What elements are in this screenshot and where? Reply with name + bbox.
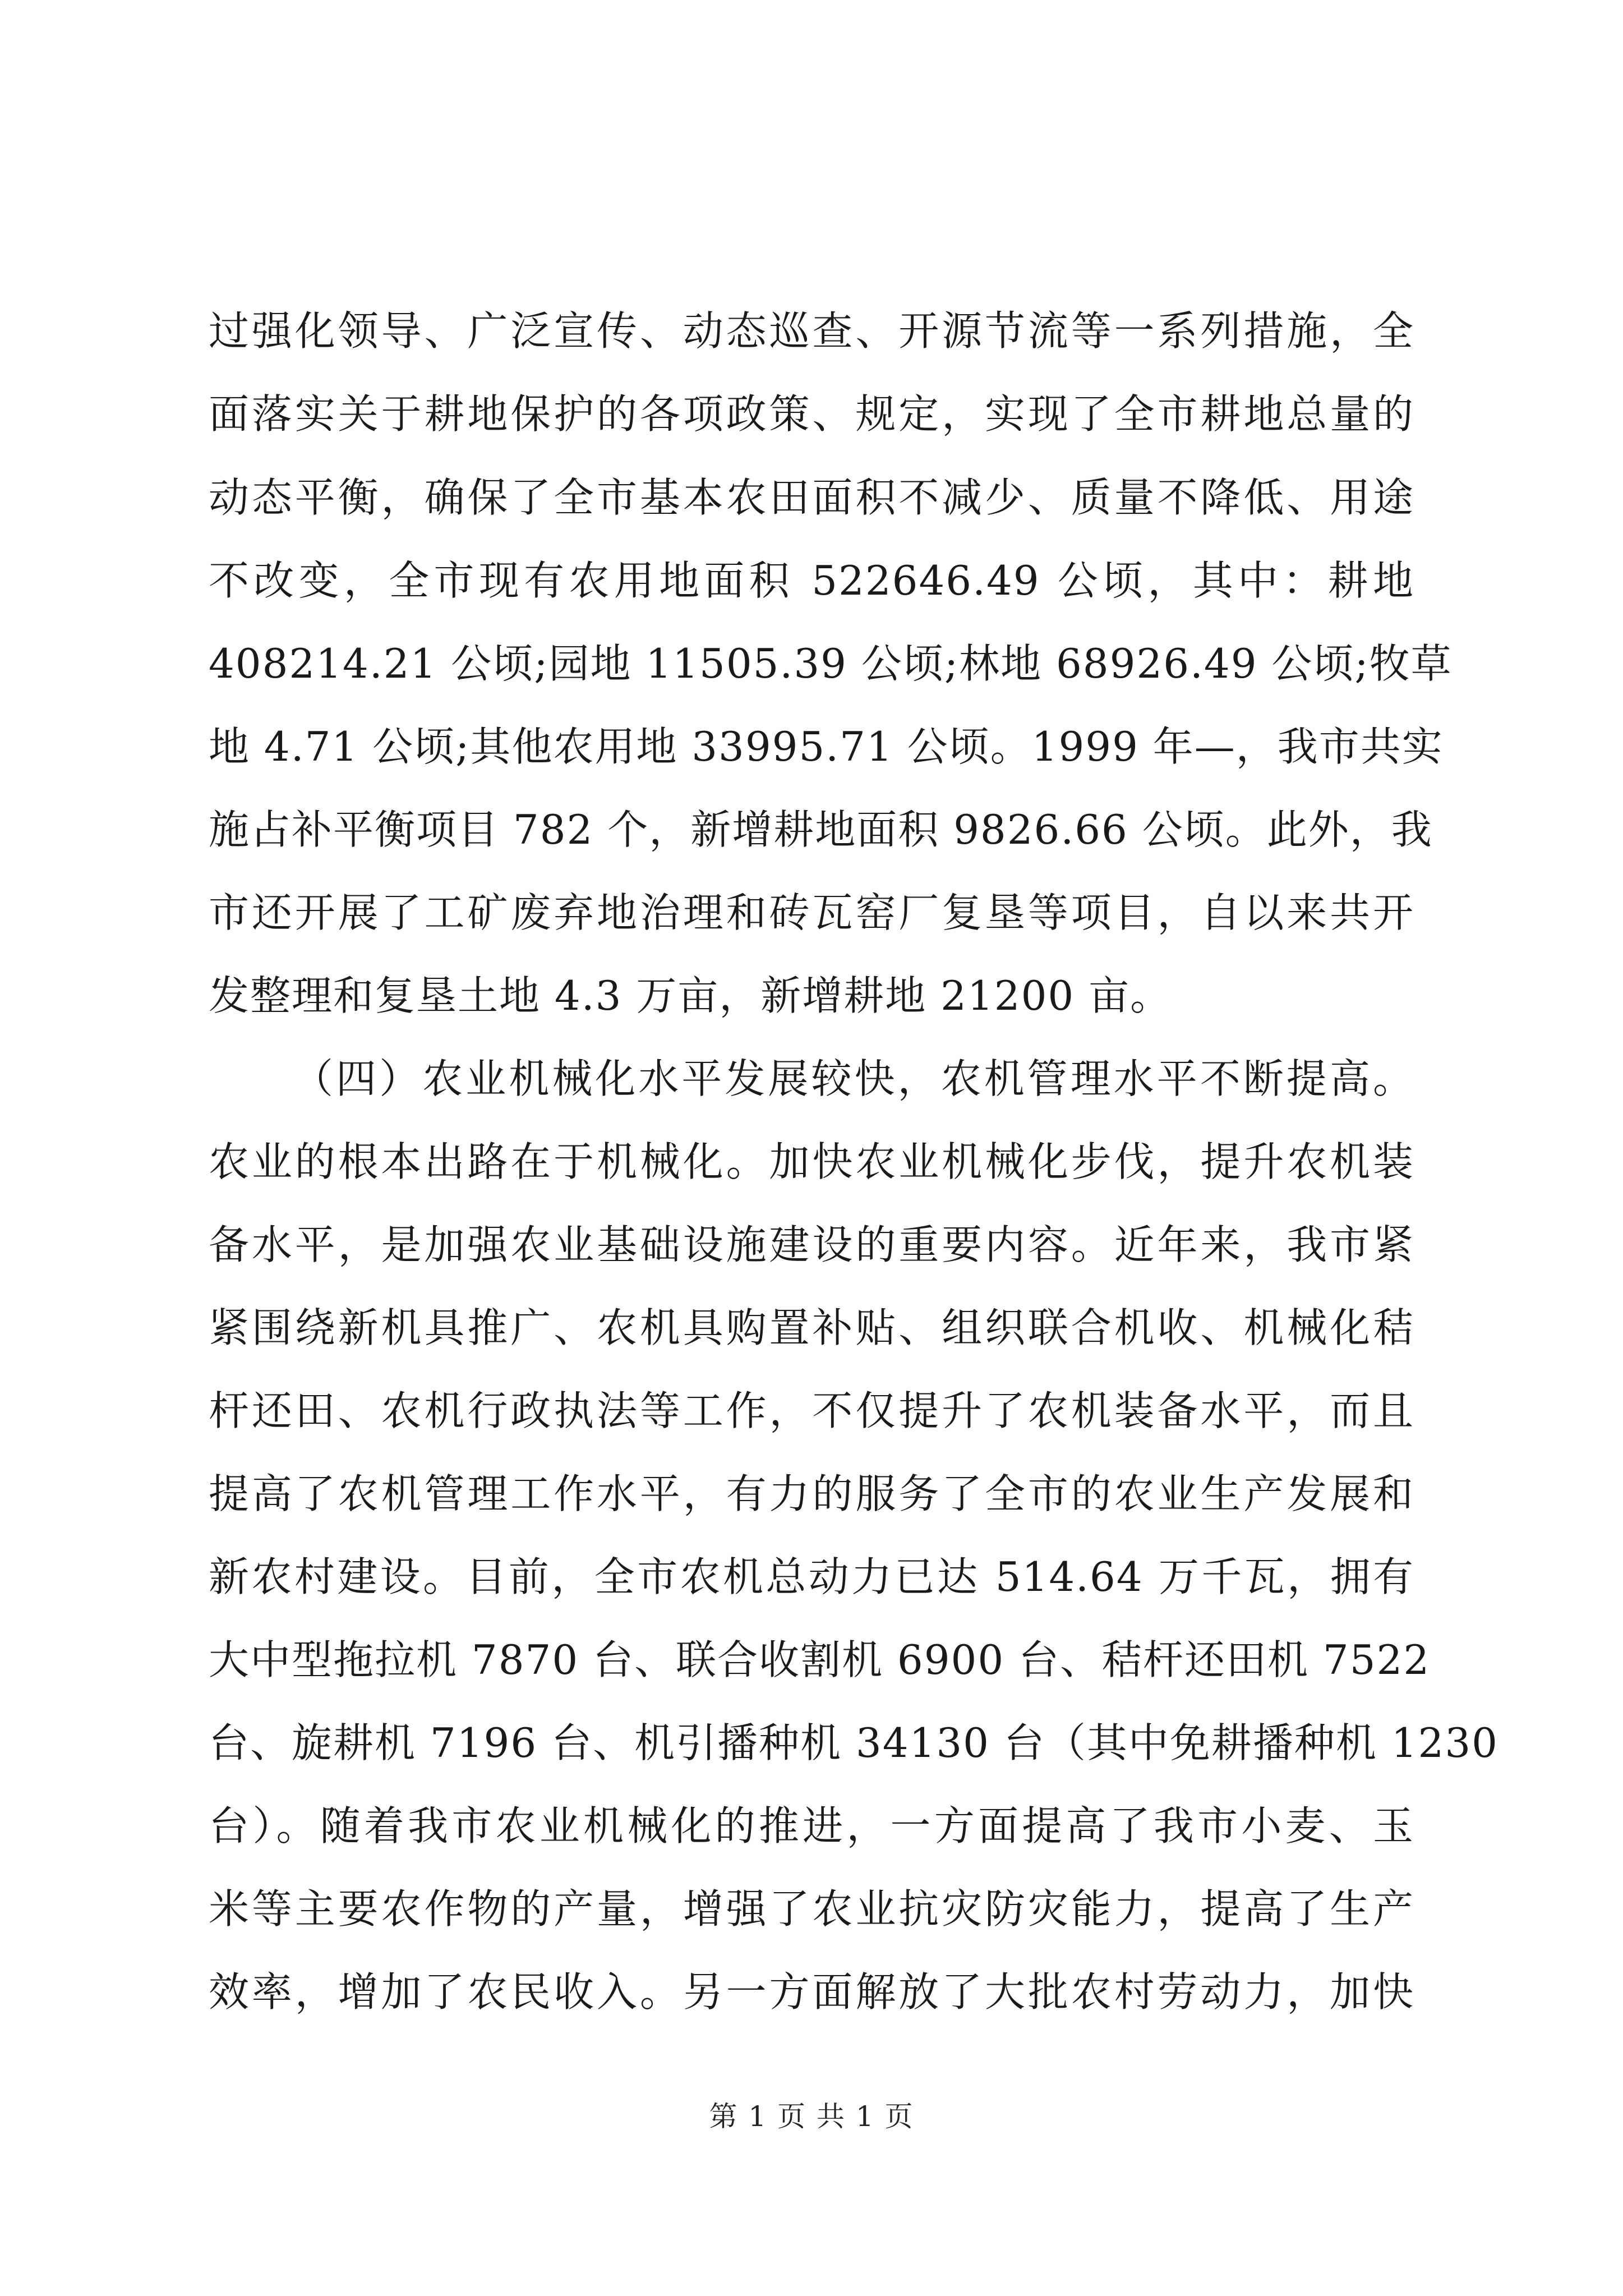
text-line: 杆还田、农机行政执法等工作，不仅提升了农机装备水平，而且: [209, 1387, 1414, 1434]
text-line: 不改变，全市现有农用地面积 522646.49 公顷，其中：耕地: [209, 557, 1414, 604]
text-line: 面落实关于耕地保护的各项政策、规定，实现了全市耕地总量的: [209, 390, 1414, 438]
text-line: 地 4.71 公顷;其他农用地 33995.71 公顷。1999 年—，我市共实: [209, 723, 1444, 770]
text-line: 台）。随着我市农业机械化的推进，一方面提高了我市小麦、玉: [209, 1802, 1414, 1849]
text-line: 提高了农机管理工作水平，有力的服务了全市的农业生产发展和: [209, 1470, 1414, 1517]
text-line: 动态平衡，确保了全市基本农田面积不减少、质量不降低、用途: [209, 474, 1414, 521]
text-line: 效率，增加了农民收入。另一方面解放了大批农村劳动力，加快: [209, 1968, 1414, 2016]
text-line: 市还开展了工矿废弃地治理和砖瓦窑厂复垦等项目，自以来共开: [209, 889, 1414, 936]
text-line: 408214.21 公顷;园地 11505.39 公顷;林地 68926.49 公顷;牧草: [209, 640, 1453, 687]
text-line: 备水平，是加强农业基础设施建设的重要内容。近年来，我市紧: [209, 1221, 1414, 1268]
text-line: 大中型拖拉机 7870 台、联合收割机 6900 台、秸杆还田机 7522: [209, 1636, 1431, 1683]
text-line: 米等主要农作物的产量，增强了农业抗灾防灾能力，提高了生产: [209, 1885, 1414, 1932]
text-line: 紧围绕新机具推广、农机具购置补贴、组织联合机收、机械化秸: [209, 1304, 1414, 1351]
text-line: 台、旋耕机 7196 台、机引播种机 34130 台（其中免耕播种机 1230: [209, 1719, 1498, 1766]
text-line: 过强化领导、广泛宣传、动态巡查、开源节流等一系列措施，全: [209, 307, 1414, 355]
text-line: 施占补平衡项目 782 个，新增耕地面积 9826.66 公顷。此外，我: [209, 806, 1433, 853]
page-footer: 第 1 页 共 1 页: [709, 2100, 914, 2133]
text-line: 农业的根本出路在于机械化。加快农业机械化步伐，提升农机装: [209, 1138, 1414, 1185]
text-line: 发整理和复垦土地 4.3 万亩，新增耕地 21200 亩。: [209, 972, 1172, 1019]
section-heading-line: （四）农业机械化水平发展较快，农机管理水平不断提高。: [293, 1055, 1414, 1102]
text-line: 新农村建设。目前，全市农机总动力已达 514.64 万千瓦，拥有: [209, 1553, 1414, 1600]
